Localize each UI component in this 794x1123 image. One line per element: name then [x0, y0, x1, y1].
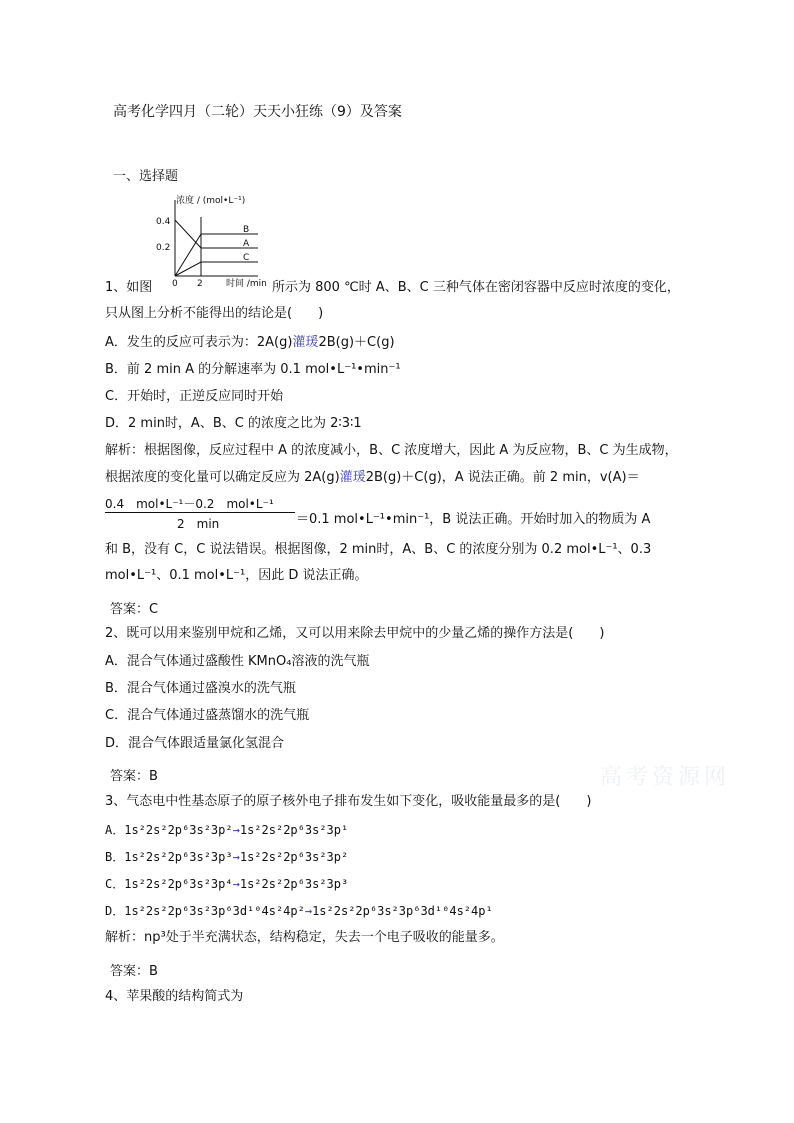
q3-stem: 3、气态电中性基态原子的原子核外电子排布发生如下变化，吸收能量最多的是( ) — [105, 794, 592, 809]
q3-option-c[interactable] — [105, 875, 348, 893]
q1-option-a-label: A．发生的反应可表示为：2A(g) — [105, 335, 293, 350]
q3-option-c-to: 1s²2s²2p⁶3s²3p³ — [239, 877, 349, 891]
q1-option-c[interactable]: C．开始时，正逆反应同时开始 — [105, 389, 284, 404]
q1-option-d[interactable]: D．2 min时，A、B、C 的浓度之比为 2∶3∶1 — [105, 416, 362, 431]
q3-answer: 答案：B — [110, 964, 158, 979]
arrow-icon: → — [232, 850, 240, 864]
q3-option-a[interactable] — [105, 821, 348, 839]
series-line-C — [175, 262, 258, 276]
q1-explanation-2b: 2B(g)＋C(g)，A 说法正确。前 2 min，v(A)＝ — [365, 470, 640, 485]
q1-option-a-products: 2B(g)＋C(g) — [318, 335, 395, 350]
q2-answer: 答案：B — [110, 769, 158, 784]
q3-option-a-from: A．1s²2s²2p⁶3s²3p² — [105, 823, 233, 837]
q1-stem-a: 1、如图 — [105, 280, 153, 295]
q3-explanation: 解析：np³处于半充满状态，结构稳定，失去一个电子吸收的能量多。 — [105, 930, 504, 945]
q1-explanation-2a: 根据浓度的变化量可以确定反应为 2A(g) — [105, 470, 340, 485]
arrow-icon: → — [232, 823, 240, 837]
equilibrium-symbol-2: 灌瑗 — [339, 470, 366, 485]
q2-option-c[interactable]: C．混合气体通过盛蒸馏水的洗气瓶 — [105, 708, 310, 723]
q2-stem: 2、既可以用来鉴别甲烷和乙烯，又可以用来除去甲烷中的少量乙烯的操作方法是( ) — [105, 626, 605, 641]
chart-series-layer — [175, 220, 258, 276]
q2-option-d[interactable]: D．混合气体跟适量氯化氢混合 — [105, 736, 285, 751]
series-label-C: C — [243, 253, 250, 263]
q1-explanation-4: 和 B，没有 C，C 说法错误。根据图像，2 min时，A、B、C 的浓度分别为 0.2 mol•L⁻¹、0.3 — [105, 542, 652, 557]
q3-option-a-to: 1s²2s²2p⁶3s²3p¹ — [239, 823, 349, 837]
watermark: 高考资源网 — [600, 765, 731, 790]
q3-option-c-from: C．1s²2s²2p⁶3s²3p⁴ — [105, 877, 233, 891]
q1-option-a[interactable] — [105, 334, 395, 352]
q3-option-b-from: B．1s²2s²2p⁶3s²3p³ — [105, 850, 233, 864]
q3-option-b-to: 1s²2s²2p⁶3s²3p² — [239, 850, 349, 864]
q2-option-b[interactable]: B．混合气体通过盛溴水的洗气瓶 — [105, 681, 296, 696]
equilibrium-symbol: 灌瑗 — [292, 335, 319, 350]
q1-option-b[interactable]: B．前 2 min A 的分解速率为 0.1 mol•L⁻¹•min⁻¹ — [105, 362, 401, 377]
arrow-icon: → — [304, 904, 313, 918]
q1-stem-b: 所示为 800 ℃时 A、B、C 三种气体在密闭容器中反应时浓度的变化， — [272, 280, 680, 295]
fraction-denominator: 2 min — [177, 517, 220, 531]
chart-tick-y-0-4: 0.4 — [156, 217, 171, 227]
chart-tick-x-2: 2 — [197, 279, 203, 289]
q1-explanation-2 — [105, 469, 640, 487]
q1-explanation-3: ＝0.1 mol•L⁻¹•min⁻¹，B 说法正确。开始时加入的物质为 A — [296, 512, 651, 527]
q1-stem-c: 只从图上分析不能得出的结论是( ) — [105, 306, 324, 321]
q3-option-d-from: D．1s²2s²2p⁶3s²3p⁶3d¹⁰4s²4p² — [105, 904, 305, 918]
fraction-bar — [105, 512, 295, 513]
q4-stem: 4、苹果酸的结构简式为 — [105, 989, 244, 1004]
series-label-A: A — [243, 239, 250, 249]
q3-option-d[interactable] — [105, 902, 493, 920]
section-heading: 一、选择题 — [113, 169, 179, 184]
page-title: 高考化学四月（二轮）天天小狂练（9）及答案 — [113, 104, 402, 120]
series-label-B: B — [243, 225, 250, 235]
arrow-icon: → — [232, 877, 240, 891]
fraction-numerator: 0.4 mol•L⁻¹－0.2 mol•L⁻¹ — [105, 497, 274, 511]
q1-explanation-1: 解析：根据图像，反应过程中 A 的浓度减小，B、C 浓度增大，因此 A 为反应物，B、C 为生成物， — [105, 443, 678, 458]
q2-option-a[interactable]: A．混合气体通过盛酸性 KMnO₄溶液的洗气瓶 — [105, 654, 370, 669]
chart-tick-x-0: 0 — [172, 279, 178, 289]
chart-xlabel: 时间 /min — [226, 279, 267, 289]
concentration-chart — [150, 190, 290, 295]
chart-ylabel: 浓度 / (mol•L⁻¹) — [176, 196, 246, 206]
chart-tick-y-0-2: 0.2 — [156, 243, 171, 253]
q3-option-b[interactable] — [105, 848, 348, 866]
q1-explanation-5: mol•L⁻¹、0.1 mol•L⁻¹，因此 D 说法正确。 — [105, 568, 368, 583]
q3-option-d-to: 1s²2s²2p⁶3s²3p⁶3d¹⁰4s²4p¹ — [312, 904, 493, 918]
q1-answer: 答案：C — [110, 602, 159, 617]
